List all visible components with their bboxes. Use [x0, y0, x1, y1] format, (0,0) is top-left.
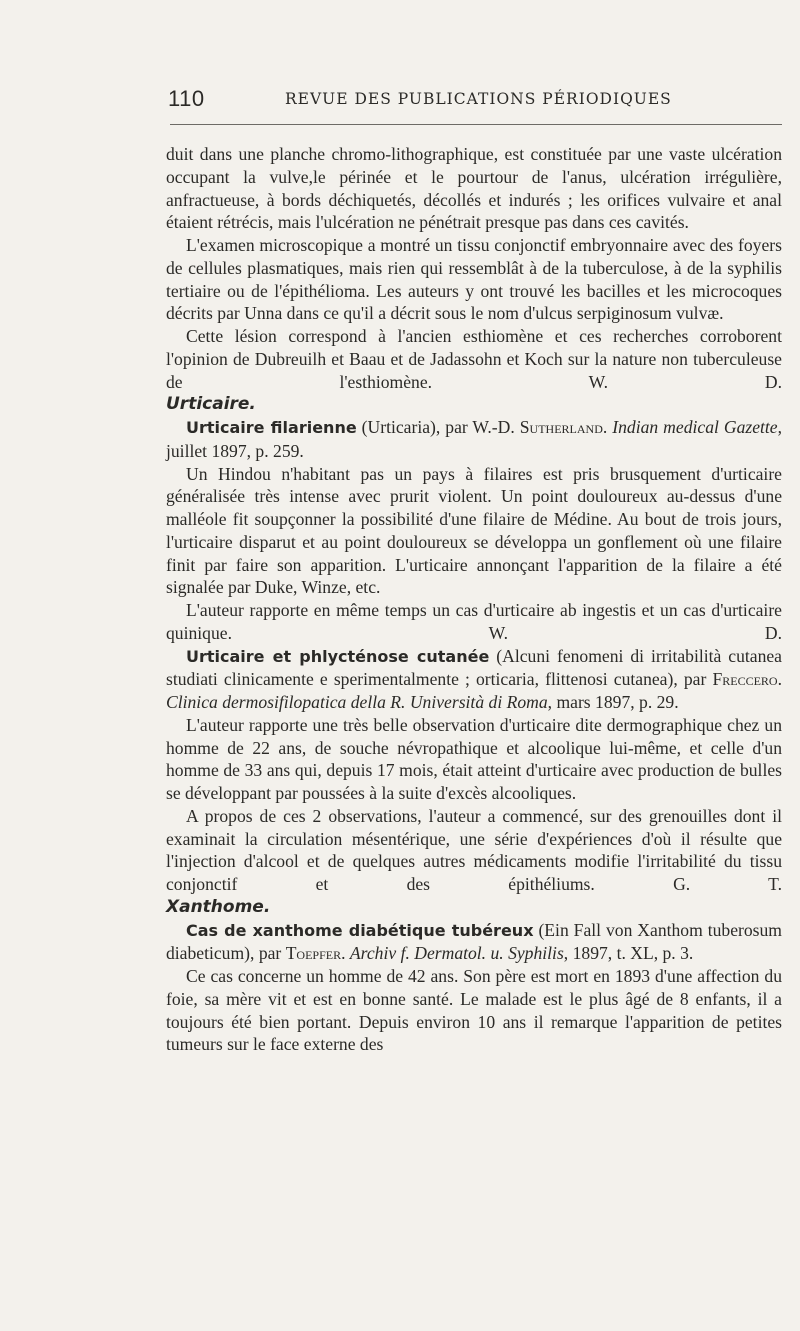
header-rule — [170, 124, 782, 125]
article-title: Cas de xanthome diabétique tubéreux — [186, 920, 534, 940]
page-number: 110 — [168, 86, 205, 111]
article-reference — [166, 919, 782, 966]
article-paragraph — [166, 805, 782, 896]
article-paragraph: L'auteur rapporte une très belle observation d'urticaire dite dermographique chez un homme de 22 ans, de souche névropathique et alcoolique lui-même, et celle d'un homme de 33 ans qui, depuis 17 mois, était atteint d'urticaire avec production de bulles se développant par poussées à la suite d'excès alcooliques. — [166, 714, 782, 803]
reference-text: (Ein Fall von Xanthom tuberosum diabeticum), par — [166, 919, 782, 964]
article-title: Urticaire et phlycténose cutanée — [186, 646, 490, 666]
reference-text: . — [602, 417, 613, 437]
journal-name: Archiv f. Dermatol. u. Syphilis — [349, 943, 564, 964]
section-title-xanthome: Xanthome. — [166, 896, 271, 917]
intro-paragraph-2: L'examen microscopique a montré un tissu conjonctif embryonnaire avec des foyers de cellules plasmatiques, mais rien qui ressemblât à de la tuberculose, à de la syphilis tertiaire ou de l'épithélioma. Les auteurs y ont trouvé les bacilles et les microcoques décrits par Unna dans ce qu'il a décrit sous le nom d'ulcus serpiginosum vulvæ. — [166, 235, 782, 324]
reference-text: , mars 1897, p. 29. — [547, 692, 679, 712]
journal-name: Clinica dermosifilopatica della R. Università di Roma — [166, 692, 548, 712]
article-paragraph-text: L'auteur rapporte en même temps un cas d'urticaire ab ingestis et un cas d'urticaire quinique. — [166, 600, 782, 643]
reference-text: , 1897, t. XL, p. 3. — [563, 943, 694, 964]
signature: W. D. — [588, 371, 782, 392]
author-name: Freccero — [712, 669, 778, 690]
signature: W. D. — [488, 622, 782, 643]
body-text — [166, 143, 782, 1056]
article-paragraph — [166, 599, 782, 645]
article-paragraph: Ce cas concerne un homme de 42 ans. Son père est mort en 1893 d'une affection du foie, sa mère vit et est en bonne santé. Le malade est le plus âgé de 8 enfants, il a toujours été bien portant. Depuis environ 10 ans il remarque l'apparition de petites tumeurs sur le face externe des — [166, 966, 782, 1055]
intro-paragraph-3 — [166, 325, 782, 393]
article-reference — [166, 645, 782, 714]
section-title-urticaire: Urticaire. — [166, 394, 256, 415]
reference-text: (Alcuni fenomeni di irritabilità cutanea studiati clinicamente e sperimentalmente ; orticaria, flittenosi cutanea), par — [166, 645, 782, 690]
author-name: Toepfer — [285, 943, 342, 964]
article-title: Urticaire filarienne — [186, 418, 357, 437]
article-paragraph-text: A propos de ces 2 observations, l'auteur a commencé, sur des grenouilles dont il examinait la circulation mésentérique, une série d'expériences d'où il résulte que l'injection d'alcool et de quelques autres médicaments modifie l'irritabilité du tissu conjonctif et des épithéliums. — [166, 805, 782, 894]
reference-text: . — [777, 669, 782, 690]
author-name: Sutherland — [519, 417, 603, 437]
signature: G. T. — [673, 874, 782, 894]
article-reference — [166, 416, 782, 463]
reference-text: , juillet 1897, p. 259. — [166, 417, 783, 461]
page-header — [168, 86, 788, 116]
reference-text: (Urticaria), par W.-D. — [356, 417, 520, 437]
intro-paragraph-1: duit dans une planche chromo-lithographique, est constituée par une vaste ulcération occupant la vulve,le périnée et le pourtour de l'anus, ulcération irrégulière, anfractueuse, à bords déchiquetés, décollés et indurés ; les orifices vulvaire et anal étaient rétrécis, mais l'ulcération ne pénétrait presque pas dans ces cavités. — [166, 144, 782, 233]
reference-text: . — [341, 943, 350, 964]
running-title: REVUE DES PUBLICATIONS PÉRIODIQUES — [285, 90, 672, 108]
journal-name: Indian medical Gazette — [612, 417, 778, 437]
article-paragraph: Un Hindou n'habitant pas un pays à filaires est pris brusquement d'urticaire généralisée très intense avec prurit violent. Un point douloureux au-dessus d'une malléole fit soupçonner la possibilité d'une filaire de Médine. Au bout de trois jours, l'urticaire disparut et au point douloureux se développa un gonflement où une filaire finit par faire son apparition. L'urticaire annonçant l'apparition de la filaire a été signalée par Duke, Winze, etc. — [166, 463, 782, 598]
intro-paragraph-3-text: Cette lésion correspond à l'ancien esthiomène et ces recherches corroborent l'opinion de Dubreuilh et Baau et de Jadassohn et Koch sur la nature non tuberculeuse de l'esthiomène. — [166, 326, 782, 392]
